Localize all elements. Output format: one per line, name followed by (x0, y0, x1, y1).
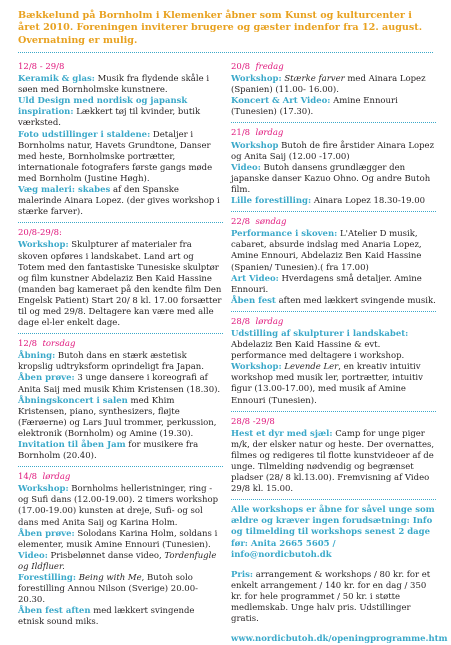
program-entry: Åben prøve: Solodans Karina Holm, soldans i elementer, musik Amine Ennouri (Tunesien). (18, 528, 218, 550)
program-entry: Væg maleri: skabes af den Spanske malerinde Ainara Lopez. (der gives workshop i stærke farver). (18, 185, 220, 218)
program-entry: Invitation til åben Jam for musikere fra Bornholm (20.40). (18, 440, 199, 462)
date-heading: 20/8 fredag (231, 62, 284, 72)
right-column (231, 62, 448, 645)
program-entry: Åbning: Butoh dans en stærk æstetisk kropslig udtryksform oprindeligt fra Japan. (18, 351, 204, 373)
section-divider (231, 411, 436, 412)
program-block-12-aug (18, 339, 223, 462)
program-entry: Åben prøve: 3 unge dansere i koreografi af Anita Saij med musik Khim Kristensen (18.30). (18, 373, 221, 395)
program-entry: Keramik & glas: Musik fra flydende skåle i søen med Bornholmske kunstnere. (18, 74, 210, 96)
workshop-notice: Alle workshops er åbne for såvel unge som ældre og kræver ingen forudsætning: Info og tilmelding til workshops senest 2 dage før: Anita 2665 5605 / info@nordicbutoh.dk (231, 505, 435, 560)
program-block-20-29-aug (18, 228, 223, 329)
left-column (18, 62, 223, 629)
section-divider (18, 222, 223, 223)
section-divider (231, 311, 436, 312)
program-entry: Udstilling af skulpturer i landskabet: Abdelaziz Ben Kaid Hassine & evt. performance med deltagere i workshop. (231, 328, 409, 362)
section-divider (18, 466, 223, 467)
program-entry: Foto udstillinger i staldene: Detaljer i Bornholms natur, Havets Grundtone, Danser med heste, Bornholmske portrætter, internationale fotografers første gangs møde med Bornholm (Justine Høgh). (18, 129, 213, 184)
intro-heading: Bækkelund på Bornholm i Klemenker åbner som Kunst og kulturcenter i året 2010. Foreningen inviterer brugere og gæster indenfor fra 12. august. Overnatning er mulig. (18, 10, 423, 46)
section-divider (18, 333, 223, 334)
program-block-21-aug (231, 128, 436, 207)
date-heading: 20/8-29/8: (18, 228, 62, 239)
price-info: Pris: arrangement & workshops / 80 kr. for et enkelt arrangement / 140 kr. for en dag / 350 kr. for hele programmet / 50 kr. i støtte medlemskab. Unge halv pris. Udstillinger gratis. (231, 569, 431, 625)
date-heading: 14/8 lørdag (18, 472, 71, 483)
program-entry: Koncert & Art Video: Amine Ennouri (Tunesien) (17.30). (231, 96, 398, 118)
program-entry: Workshop: Levende Ler, en kreativ intuitiv workshop med musik ler, portrætter, intuitiv figur (13.00-17.00), med musik af Amine Ennouri (Tunesien). (231, 362, 423, 406)
program-block-12-29-aug (18, 62, 223, 218)
program-entry: Åben fest aften med lækkert svingende musik. (231, 295, 436, 306)
date-heading: 21/8 lørdag (231, 128, 284, 139)
program-entry: Forestilling: Being with Me, Butoh solo forestilling Annou Nilson (Sverige) 20.00-20.30. (18, 573, 198, 606)
program-entry: Video: Prisbelønnet danse video, Tordenfugle og Ildfluer. (18, 550, 217, 572)
program-block-14-aug (18, 472, 223, 628)
program-entry: Video: Butoh dansens grundlægger den japanske danser Kazuo Ohno. Og andre Butoh film. (231, 162, 431, 195)
program-entry: Workshop: Skulpturer af materialer fra skoven opføres i landskabet. Land art og Totem med den fantastiske Tunesiske skulptør og film kunstner Abdelaziz Ben Kaid Hassine (manden bag kameraet på den kendte film Den Engelsk Patient) Start 20/ 8 kl. 17.00 forsætter til og med 29/8. Deltagere kan være med alle dage el-ler enkelt dage. (18, 240, 222, 329)
date-heading: 22/8 søndag (231, 217, 287, 228)
program-entry: Lille forestilling: Ainara Lopez 18.30-19.00 (231, 196, 426, 207)
date-heading: 12/8 torsdag (18, 339, 76, 350)
section-divider (231, 211, 436, 212)
date-heading: 28/8 -29/8 (231, 416, 275, 427)
program-block-28-aug (231, 317, 436, 407)
program-entry: Hest et dyr med sjæl: Camp for unge piger m/k, der elsker natur og heste. Der overnattes, filmes og redigeres til flotte kunstvideoer af de unge. Tilmelding nødvendig og begrænset pladser (28/ 8 kl.13.00). Fremvisning af Video 29/8 kl. 15.00. (231, 428, 435, 495)
top-divider (18, 52, 433, 53)
program-block-22-aug (231, 217, 436, 307)
program-entry: Art Video: Hverdagens små detaljer. Amine Ennouri. (231, 273, 422, 295)
program-entry: Performance i skoven: L'Atelier D musik, cabaret, absurde indslag med Anaria Lopez, Amine Ennouri, Abdelaziz Ben Kaid Hassine (Spanien/ Tunesien).( fra 17.00) (231, 229, 422, 273)
date-heading: 28/8 lørdag (231, 316, 284, 327)
program-entry: Workshop: Bornholms helleristninger, ring - og Sufi dans (12.00-19.00). 2 timers workshop (17.00-19.00) kunsten at dreje, Sufi- og sol dans med Anita Saij og Karina Holm. (18, 484, 219, 528)
info-block (231, 505, 448, 645)
website-link[interactable]: www.nordicbutoh.dk/openingprogramme.htm (231, 634, 448, 645)
program-entry: Åben fest aften med lækkert svingende etnisk sound miks. (18, 606, 195, 628)
program-entry: Workshop: Stærke farver med Ainara Lopez (Spanien) (11.00- 16.00). (231, 74, 426, 96)
section-divider (231, 499, 436, 500)
date-heading: 12/8 - 29/8 (18, 62, 65, 72)
program-block-20-aug (231, 62, 436, 118)
section-divider (231, 122, 436, 123)
program-entry: Uld Design med nordisk og japansk inspiration: Lækkert tøj til kvinder, butik værksted. (18, 96, 201, 129)
program-entry: Åbningskoncert i salen med Khim Kristensen, piano, synthesizers, fløjte (Færøerne) og Lars Juul trommer, perkussion, elektronik (Bornholm) og Amine (19.30). (18, 395, 217, 439)
program-entry: Workshop Butoh de fire årstider Ainara Lopez og Anita Saij (12.00 -17.00) (231, 140, 435, 162)
program-block-horse-camp (231, 417, 436, 496)
